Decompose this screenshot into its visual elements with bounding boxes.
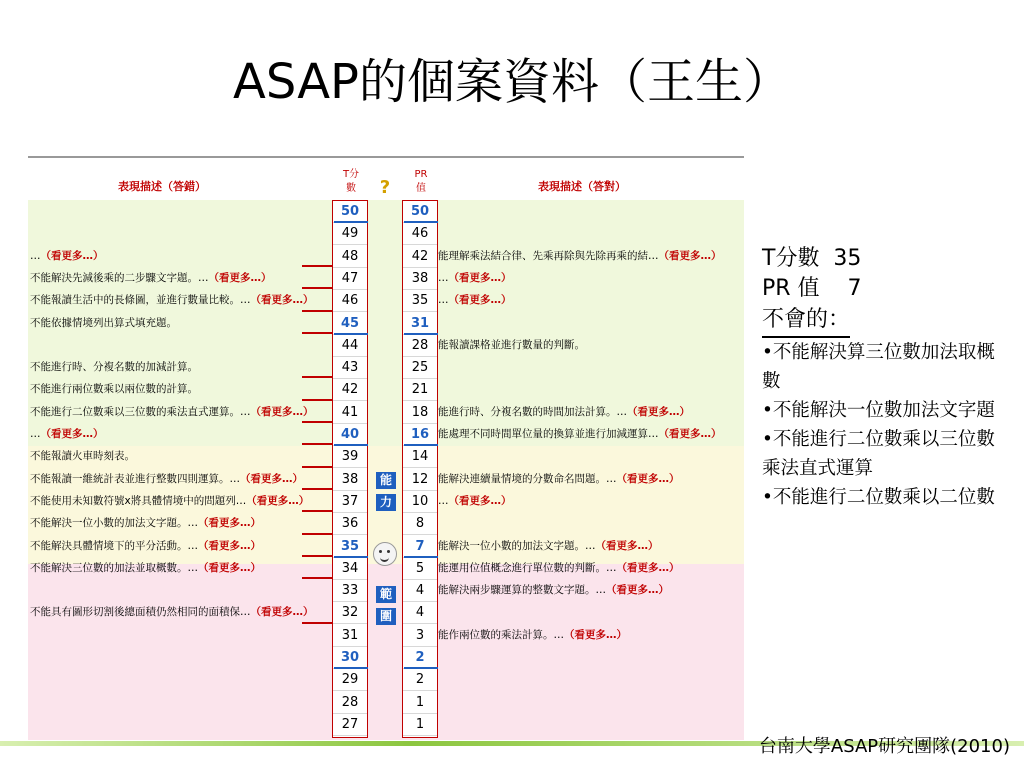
row-marker — [302, 466, 332, 468]
pr-cell: 35 — [403, 290, 437, 312]
t-score-summary: T分數 35 — [762, 246, 862, 271]
row-marker — [302, 488, 332, 490]
t-score-cell: 35 — [333, 536, 367, 558]
pr-cell: 42 — [403, 246, 437, 268]
see-more-link[interactable]: （看更多…） — [448, 271, 512, 284]
see-more-link[interactable]: （看更多…） — [198, 561, 261, 574]
blue-separator — [334, 444, 368, 446]
wrong-description — [30, 449, 320, 463]
t-score-cell: 33 — [333, 580, 367, 602]
correct-description — [438, 427, 726, 441]
see-more-link[interactable]: （看更多…） — [40, 428, 104, 440]
ability-char-4: 圍 — [376, 608, 396, 625]
see-more-link[interactable]: （看更多…） — [198, 517, 261, 530]
correct-description-text: 能作兩位數的乘法計算。… — [438, 628, 564, 641]
correct-description-text: … — [438, 294, 449, 307]
t-score-cell: 38 — [333, 469, 367, 491]
wrong-description-text: 不能報讀生活中的長條圖，並進行數量比較。… — [30, 294, 251, 307]
pr-cell: 2 — [403, 647, 437, 669]
wrong-description-text: 不能進行兩位數乘以兩位數的計算。 — [30, 383, 198, 396]
row-marker — [302, 555, 332, 557]
see-more-link[interactable]: （看更多…） — [246, 494, 310, 507]
header-pr: PR 值 — [414, 169, 428, 194]
pr-cell: 4 — [403, 602, 437, 624]
t-score-column — [332, 200, 368, 738]
wrong-description — [30, 382, 320, 396]
face-icon — [373, 542, 397, 566]
wrong-description — [30, 360, 320, 374]
wrong-description — [30, 427, 320, 441]
t-score-cell: 41 — [333, 402, 367, 424]
weakness-item: •不能進行二位數乘以三位數乘法直式運算 — [762, 429, 995, 479]
wrong-description — [30, 516, 320, 530]
question-mark-icon: ? — [379, 177, 391, 198]
see-more-link[interactable]: （看更多…） — [616, 472, 680, 485]
correct-description-text: 能解決一位小數的加法文字題。… — [438, 539, 596, 552]
t-score-cell: 47 — [333, 268, 367, 290]
weakness-item: •不能解決算三位數加法取概數 — [762, 342, 995, 392]
t-score-cell: 40 — [333, 424, 367, 446]
blue-separator — [404, 556, 438, 558]
correct-description — [438, 249, 726, 263]
wrong-description — [30, 271, 320, 285]
row-marker — [302, 443, 332, 445]
correct-description — [438, 539, 726, 553]
ability-char-2: 力 — [376, 494, 396, 511]
t-score-cell: 28 — [333, 692, 367, 714]
weakness-heading: 不會的： — [762, 304, 850, 338]
blue-separator — [404, 221, 438, 223]
wrong-description — [30, 249, 320, 263]
correct-description-text: 能解決連續量情境的分數命名問題。… — [438, 472, 617, 485]
pr-cell: 7 — [403, 536, 437, 558]
wrong-description-text: … — [30, 428, 41, 440]
see-more-link[interactable]: （看更多…） — [606, 584, 669, 597]
row-marker — [302, 533, 332, 535]
ability-char-3: 範 — [376, 586, 396, 603]
wrong-description-text: 不能進行二位數乘以三位數的乘法直式運算。… — [30, 405, 251, 418]
correct-description — [438, 338, 726, 352]
score-table — [28, 156, 744, 740]
see-more-link[interactable]: （看更多…） — [564, 628, 627, 641]
t-score-cell: 50 — [333, 201, 367, 223]
correct-description — [438, 628, 726, 642]
slide-title: ASAP的個案資料（王生） — [233, 54, 791, 110]
pr-cell: 10 — [403, 491, 437, 513]
header-wrong: 表現描述（答錯） — [118, 180, 206, 193]
pr-cell: 3 — [403, 625, 437, 647]
wrong-description-text: 不能報讀火車時刻表。 — [30, 450, 135, 463]
pr-cell: 38 — [403, 268, 437, 290]
summary-panel — [762, 244, 1012, 512]
row-marker — [302, 622, 332, 624]
wrong-description — [30, 561, 320, 575]
pr-cell: 14 — [403, 446, 437, 468]
t-score-cell: 39 — [333, 446, 367, 468]
t-score-cell: 43 — [333, 357, 367, 379]
wrong-description-text: 不能解決先減後乘的二步驟文字題。… — [30, 271, 209, 284]
wrong-description-text: 不能具有圖形切割後總面積仍然相同的面積保… — [30, 606, 251, 619]
t-score-cell: 48 — [333, 246, 367, 268]
t-score-cell: 46 — [333, 290, 367, 312]
see-more-link[interactable]: （看更多…） — [448, 294, 512, 307]
see-more-link[interactable]: （看更多…） — [240, 472, 303, 485]
see-more-link[interactable]: （看更多…） — [658, 428, 722, 440]
correct-description-text: 能運用位值概念進行單位數的判斷。… — [438, 561, 617, 574]
see-more-link[interactable]: （看更多…） — [40, 249, 104, 262]
blue-separator — [334, 221, 368, 223]
row-marker — [302, 421, 332, 423]
pr-column — [402, 200, 438, 738]
blue-separator — [404, 667, 438, 669]
t-score-cell: 27 — [333, 714, 367, 736]
pr-cell: 31 — [403, 313, 437, 335]
wrong-description — [30, 539, 320, 553]
pr-cell: 4 — [403, 580, 437, 602]
pr-cell: 28 — [403, 335, 437, 357]
see-more-link[interactable]: （看更多…） — [250, 294, 314, 307]
t-score-cell: 32 — [333, 602, 367, 624]
see-more-link[interactable]: （看更多…） — [208, 271, 272, 284]
t-score-cell: 29 — [333, 669, 367, 691]
weakness-item: •不能進行二位數乘以二位數 — [762, 487, 995, 508]
pr-cell: 18 — [403, 402, 437, 424]
see-more-link[interactable]: （看更多…） — [448, 494, 512, 507]
blue-separator — [334, 333, 368, 335]
pr-cell: 2 — [403, 669, 437, 691]
wrong-description-text: 不能報讀一維統計表並進行整數四則運算。… — [30, 472, 240, 485]
pr-cell: 12 — [403, 469, 437, 491]
header-correct: 表現描述（答對） — [538, 180, 626, 193]
pr-summary: PR 值 7 — [762, 276, 862, 301]
pr-cell: 21 — [403, 379, 437, 401]
row-marker — [302, 376, 332, 378]
header-t-score: T分 數 — [342, 169, 360, 194]
correct-description-text: 能進行時、分複名數的時間加法計算。… — [438, 405, 627, 418]
correct-description-text: 能理解乘法結合律、先乘再除與先除再乘的結… — [438, 249, 659, 262]
wrong-description-text: … — [30, 249, 41, 262]
wrong-description-text: 不能解決三位數的加法並取概數。… — [30, 561, 198, 574]
weakness-item: •不能解決一位數加法文字題 — [762, 400, 995, 421]
t-score-cell: 31 — [333, 625, 367, 647]
wrong-description — [30, 605, 320, 619]
row-marker — [302, 399, 332, 401]
row-marker — [302, 287, 332, 289]
pr-cell: 50 — [403, 201, 437, 223]
table-top-rule — [28, 156, 744, 158]
see-more-link[interactable]: （看更多…） — [627, 405, 690, 418]
pr-cell: 8 — [403, 513, 437, 535]
wrong-description-text: 不能進行時、分複名數的加減計算。 — [30, 361, 198, 374]
correct-description — [438, 405, 726, 419]
correct-description-text: … — [438, 494, 449, 507]
wrong-description — [30, 316, 320, 330]
t-score-cell: 36 — [333, 513, 367, 535]
correct-description — [438, 271, 726, 285]
wrong-description-text: 不能使用未知數符號x將具體情境中的問題列… — [30, 494, 247, 507]
pr-cell: 1 — [403, 692, 437, 714]
correct-description-text: … — [438, 271, 449, 284]
pr-cell: 25 — [403, 357, 437, 379]
wrong-description-text: 不能解決一位小數的加法文字題。… — [30, 517, 198, 530]
correct-description — [438, 583, 726, 597]
t-score-cell: 45 — [333, 313, 367, 335]
t-score-cell: 49 — [333, 223, 367, 245]
t-score-cell: 44 — [333, 335, 367, 357]
see-more-link[interactable]: （看更多…） — [658, 249, 722, 262]
wrong-description — [30, 293, 320, 307]
see-more-link[interactable]: （看更多…） — [616, 561, 680, 574]
correct-description — [438, 561, 726, 575]
wrong-description — [30, 472, 320, 486]
row-marker — [302, 332, 332, 334]
see-more-link[interactable]: （看更多…） — [595, 539, 659, 552]
correct-description-text: 能報讀課格並進行數量的判斷。 — [438, 338, 585, 351]
footer-credit: 台南大學ASAP研究團隊(2010) — [758, 736, 1010, 757]
pr-cell: 5 — [403, 558, 437, 580]
see-more-link[interactable]: （看更多…） — [198, 539, 261, 552]
blue-separator — [334, 667, 368, 669]
wrong-description-text: 不能依據情境列出算式填充題。 — [30, 316, 177, 329]
pr-cell: 1 — [403, 714, 437, 736]
wrong-description — [30, 405, 320, 419]
see-more-link[interactable]: （看更多…） — [250, 405, 314, 418]
wrong-description-text: 不能解決具體情境下的平分活動。… — [30, 539, 198, 552]
pr-cell: 46 — [403, 223, 437, 245]
t-score-cell: 42 — [333, 379, 367, 401]
correct-description — [438, 494, 726, 508]
blue-separator — [334, 556, 368, 558]
blue-separator — [404, 444, 438, 446]
row-marker — [302, 310, 332, 312]
pr-cell: 16 — [403, 424, 437, 446]
row-marker — [302, 510, 332, 512]
t-score-cell: 34 — [333, 558, 367, 580]
ability-char-1: 能 — [376, 472, 396, 489]
blue-separator — [404, 333, 438, 335]
correct-description-text: 能處理不同時間單位量的換算並進行加減運算… — [438, 428, 659, 440]
correct-description — [438, 472, 726, 486]
row-marker — [302, 265, 332, 267]
t-score-cell: 30 — [333, 647, 367, 669]
wrong-description — [30, 494, 320, 508]
correct-description — [438, 293, 726, 307]
t-score-cell: 37 — [333, 491, 367, 513]
correct-description-text: 能解決兩步驟運算的整數文字題。… — [438, 584, 606, 597]
see-more-link[interactable]: （看更多…） — [250, 606, 314, 619]
row-marker — [302, 577, 332, 579]
